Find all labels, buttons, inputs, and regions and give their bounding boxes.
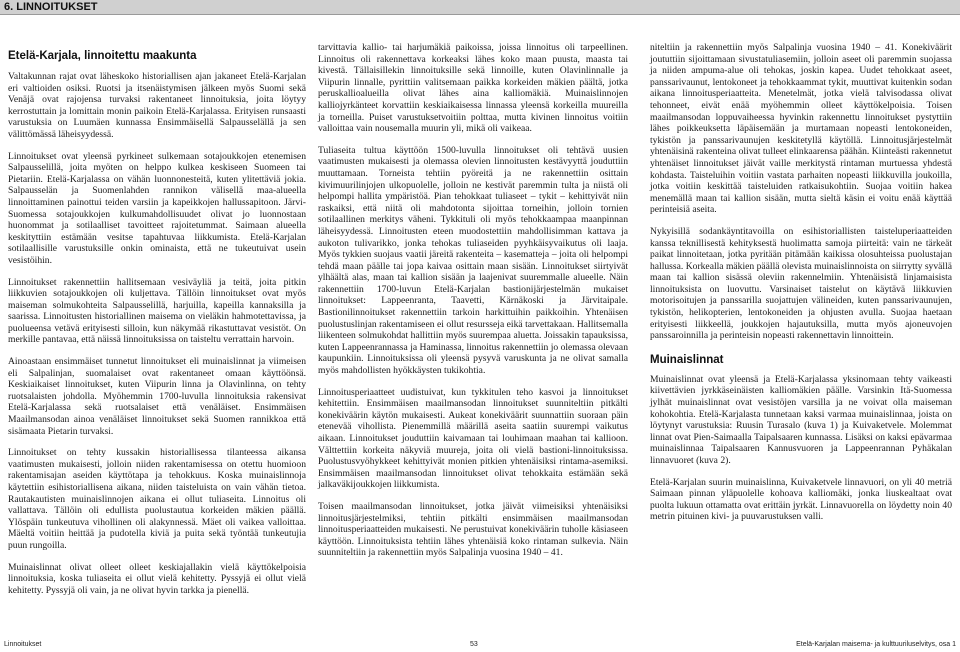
paragraph: Etelä-Karjalan suurin muinaislinna, Kuivaketvele linnavuori, on yli 40 metriä Saimaan pinnan yläpuolelle kohoava kalliomäki, jonka liuskealtaat ovat puolta lukuun ottamatta ovat erittäin jyrkät. Linnavuorella on löydetty noin 40 metrin pituinen kivi- ja puuvarustuksen valli. [650, 476, 952, 523]
paragraph: tarvittavia kallio- tai harjumäkiä paikoissa, joissa linnoitus oli tarpeellinen. Linnoitus oli rakennettava korkeaksi lähes koko maan puusta, maasta tai kivestä. Tällaisillekin linnoituksille sekä linnoille, kuten Olavinlinnalle ja Viipurin linnalle, pyrittiin valitsemaan paikka korkeiden mäkien päältä, jotka peruskallioalueilla olivat lähes aina kalliomäkiä. Muinaislinnojen kalliojyrkänteet korvattiin keskiaikaisessa linnassa yleensä korkeilla muureilla ja torneilla. Puiset varustuksetvoitiin polttaa, mutta kivinen linnoitus voitiin valloittaa vain nousemalla muurin yli, mikä oli vaikeaa. [318, 42, 628, 135]
page-header-bar [0, 0, 960, 15]
footer-publication-title: Etelä-Karjalan maisema- ja kulttuuriluselvitys, osa 1 [796, 641, 956, 648]
paragraph: niteltiin ja rakennettiin myös Salpalinja vuosina 1940 – 41. Konekiväärit joututtiin sijoittamaan sivustatuliasemiin, jolloin aseet oli paremmin suojassa ja niiden ampuma-alue oli tehokas, joskin kapea. Uudet tehokkaat aseet, panssarivaunut, lentokoneet ja tehokkaammat tykit, muuttivat kuitenkin sodan aikana linnoitusperiaatteita. Menetelmät, jotka vielä talvisodassa olivat tehonneet, eivät enää myöhemmin olleet käyttökelpoisia. Toisen maailmansodan loppuvaiheessa hyvinkin rakennettu linnoitukset pystyttiin lähes poikkeuksetta läpäisemään ja murtamaan nopeasti lentokoneiden, tykistön ja panssarivaunujen keskitetyllä käytöllä. Linnoitusjärjestelmät yhtenäisinä rakenteina olivat tulleet elinkaarensa päähän. Kiinteästi rakennetut yhtenäiset linnoitukset jäivät vaille merkitystä rintaman murtuessa yhdestä kohdasta. Taisteluihin voitiin vastata parhaiten nopeasti liikkuvilla joukoilla, jotka voitiin keskittää taisteluiden ratkaisukohtiin. Suojaa voitiin hakea menemällä maan tai kallion sisään, mutta sieltä käsin ei voitu enää käyttää perinteisiä aseita. [650, 42, 952, 216]
section-heading: Muinaislinnat [650, 353, 724, 366]
paragraph: Valtakunnan rajat ovat läheskoko historiallisen ajan jakaneet Etelä-Karjalan eri valtioiden osiksi. Ruotsi ja itsenäistymisen jälkeen myös Suomi sekä Venäjä ovat rajojensa turvaksi rakentaneet linnoituksia, joita löytyy kerrostuttain ja lomittain monin paikoin Etelä-Karjalassa. Erityisen runsaasti varustuksia on Luumäen kunnassa Ensimmäisellä Salpausselällä ja sen välittömässä läheisyydessä. [8, 71, 306, 140]
chapter-title: 6. LINNOITUKSET [4, 1, 98, 13]
text-column-1 [8, 44, 306, 606]
paragraph: Nykyisillä sodankäyntitavoilla on esihistoriallisten taisteluperiaatteiden kanssa teknillisestä kehityksestä huolimatta samoja piirteitä: vain ne tärkeät paikat linnoitetaan, jotka pyritään pitämään kaikissa olosuhteissa puolustajan hallussa. Korkealla mäkien päällä olevista muinaislinnoista on siirrytty syvällä maan tai kallion sisässä oleviin rakennelmiin. Yhtenäisistä linjamaisista linnoituksista on luovuttu. Varsinaiset taistelut on käytävä liikkuvien motorisoitujen ja panssarilla suojattujen välineiden, kuten panssarivaunujen, tykistön, helikopterien, lentokoneiden ja ohjusten avulla. Suojaa haetaan erityisesti liikkeellä, joukkojen hajautuksilla, mutta myös ajoneuvojen panssaroinnilla ja perinteisin nopeasti rakennettavin linnoittein. [650, 225, 952, 342]
paragraph: Toisen maailmansodan linnoitukset, jotka jäivät viimeisiksi yhtenäisiksi linnoitusjärjestelmiksi, tehtiin pitkälti ensimmäisen maailmansodan linnoitusperiaatteiden mukaisesti. Ne perustuivat konekiväärin tuholle käsiaseen käyttöön. Linnoituksista tehtiin lähes yhtenäisiä koko rintaman sulkevia. Näin suunniteltiin ja rakennettiin myös Salpalinja vuosina 1940 – 41. [318, 500, 628, 559]
text-column-3 [650, 42, 952, 533]
page-number: 53 [470, 641, 478, 648]
paragraph: Linnoitukset ovat yleensä pyrkineet sulkemaan sotajoukkojen etenemisen Salpausselillä, joita myöten on helppo kulkea keskiseen Suomeen tai Pietariin. Etelä-Karjalassa on vähän luonnonesteitä, kuten ylitettäviä jokia. Salpausselän ja Suomenlahden rannikon välisellä maa-alueella linnoittaminen painottui teiden varsiin ja kapeikkojen hallussapitoon. Järvi-Suomessa sotajoukkojen kulkumahdollisuudet olivat jo luonnostaan huonommat ja sotilaalliset tavoitteet rajoitetummat. Saimaan alueella keskityttiin estämään vesitse tapahtuvaa liikkumista. Etelä-Karjalan sotilaallisille varustuksille onkin ominaista, että ne tukeutuivat usein vesistöihin. [8, 150, 306, 266]
paragraph: Linnoitusperiaatteet uudistuivat, kun tykkitulen teho kasvoi ja linnoitukset kehitettiin. Ensimmäisen maailmansodan linnoitukset suunniteltiin pitkälti konekiväärin käytön mukaisesti. Aukeat konekiväärit suunnattiin suoraan päin etenevää vihollista. Pienemmillä määrillä aseita saatiin suurempi vaikutus aikaan. Linnoitukset jouduttiin kaivamaan tai louhimaan maahan tai kallioon. Välttettiin korkeita näkyviä muureja, joita oli vielä bastioni-linnoituksissa. Puolustusvyöhykkeet kehittyivät monien pitkien yhtenäisiksi rintama-asemiksi. Ensimmäisen maailmansodan linnoitukset olivat tehokkaita estämään sekä jalkaväkijoukkojen liikkumista. [318, 386, 628, 491]
section-heading: Etelä-Karjala, linnoitettu maakunta [8, 50, 197, 62]
text-column-2 [318, 42, 628, 569]
paragraph: Linnoitukset on tehty kussakin historiallisessa tilanteessa aikansa vaatimusten mukaisesti, jolloin niiden rakentamisessa on otettu huomioon rakentamisajan aseiden käyttötapa ja tehokkuus. Koska muinaislinnoja käytettiin esihistoriallisena aikana, niiden taisteluista on vain vähän tietoa. Rautakautisten muinaislinnojen aikana ei ollut tuliaseita. Linnoitus oli vallattava. Tällöin oli edullista puolustautua korkeiden mäkien päällä. Ylöspäin tunkeutuva vihollinen oli alakynnessä. Mäet oli vaikea valloittaa. Mäeltä voitiin heittää ja pudotella kiviä ja puita sekä työntää tunkeutujia puun rungoilla. [8, 447, 306, 551]
footer-section-label: Linnoitukset [4, 641, 42, 648]
paragraph: Ainoastaan ensimmäiset tunnetut linnoitukset eli muinaislinnat ja viimeisen eli Salpalinjan, suomalaiset ovat rakentaneet omaan käyttöönsä. Keskiaikaiset linnoitukset, kuten Viipurin linna ja Olavinlinna, on tehty ruotsalaisten johdolla. Myöhemmin 1700-luvulla linnoituksia rakensivat Etelä-Karjalassa sekä ruotsalaiset että venäläiset. Ensimmäisen Maailmansodan ainoa venäläiset linnoitukset sekä Suomen rannikkoa että sisämaata Pietarin turvaksi. [8, 356, 306, 437]
paragraph: Linnoitukset rakennettiin hallitsemaan vesiväyliä ja teitä, joita pitkin liikkuvien sotajoukkojen oli kuljettava. Tällöin linnoitukset ovat myös maiseman solmukohteita Salpausselillä, harjuilla, kapeilla kannaksilla ja saarissa. Linnoitusten historiallinen maisema on vieläkin hahmotettavissa, ja puolueensa vetävä erityisesti silloin, kun näkymää rikastuttavat vesistöt. On merkille pantavaa, että näissä linnoituksissa on taisteltu verrattain harvoin. [8, 276, 306, 346]
paragraph: Muinaislinnat olivat olleet olleet keskiajallakin vielä käyttökelpoisia linnoituksia, koska tuliaseita ei ollut vielä kehitetty. Pyssyjä ei ollut vielä kehitetty. Pyssyjä oli vain, ja ne olivat hyvin tarkka ja pienellä. [8, 561, 306, 596]
paragraph: Muinaislinnat ovat yleensä ja Etelä-Karjalassa yksinomaan tehty vaikeasti kiivettävien jyrkkäseinäisten kalliomäkien päälle. Varsinkin Itä-Suomessa jylhät muinaislinnat ovat vesistöjen varsilla ja ne voivat olla maiseman kohokohtia. Etelä-Karjalasta tunnetaan kaksi varmaa muinaislinnaa, joista on löytynyt varustuksia: Ruusin Turasalo (kuva 1) ja Kuivaketvele. Molemmat linnat ovat Pien-Saimaalla Taipalsaaren kunnassa. Lisäksi on kaksi epävarmaa muinaislinnaa Taipalsaaren Kannusvuoren ja Lappeenrannan Pyhäkalan linnavuoret (kuva 2). [650, 373, 952, 466]
paragraph: Tuliaseita tultua käyttöön 1500-luvulla linnoitukset oli tehtävä uusien vaatimusten mukaisesti ja olemassa olevien linnoitusten kestävyyttä jouduttiin muuttamaan. Torneista tehtiin pyöreitä ja ne rakennettiin osittain kivimuurilinjojen ulkopuolelle, jolloin ne kestivät paremmin tulta ja niistä oli helpompi hallita ympäristöä. Pian tehokkaat tuliaseet – tykit – kehittyivät niin raskaiksi, että niitä oli mahdotonta sijoittaa torneihin, jolloin tornien sotilaallinen merkitys väheni. Tykkituli oli myös tehokkaampaa maanpinnan läheisyydessä. Linnoitusten eteen muodostettiin mahdollisimman kattava ja aukoton tulivarikko, jonka tehokas tuliaseiden pyyhkäisyvaikutus oli laaja. Myös tykkien suojaus vaatii järeitä rakenteita – kasematteja – joita oli helpompi tehdä maan päälle tai jopa kaivaa osittain maan sisään. Linnoitukset siirtyivät ylhäältä alas, maan tai kallion sisään ja laajenivat suuremmalle alueelle. Näin rakennettiin 1700-luvun Etelä-Karjalan bastionijärjestelmän mukaiset linnoitukset: Lappeenranta, Taavetti, Kärnäkoski ja Järvitaipale. Bastionilinnoitukset rakennettiin tarkoin harkittuihin paikkoihin. Yhtenäisen puolustuslinjan rakentamiseen ei ollut resursseja eikä tarvettakaan. Hallitsemalla liikenteen solmukohdat hallittiin myös suurempaa aluetta. Joissakin tapauksissa, kuten Lappeenrannassa ja Haminassa, linnoitus rakennettiin jo olemassa olevaan kaupunkiin. Linnoituksissa oli yleensä pysyvä varuskunta ja ne olivat samalla myös mahdollisten hyökkäysten tukikohtia. [318, 144, 628, 377]
